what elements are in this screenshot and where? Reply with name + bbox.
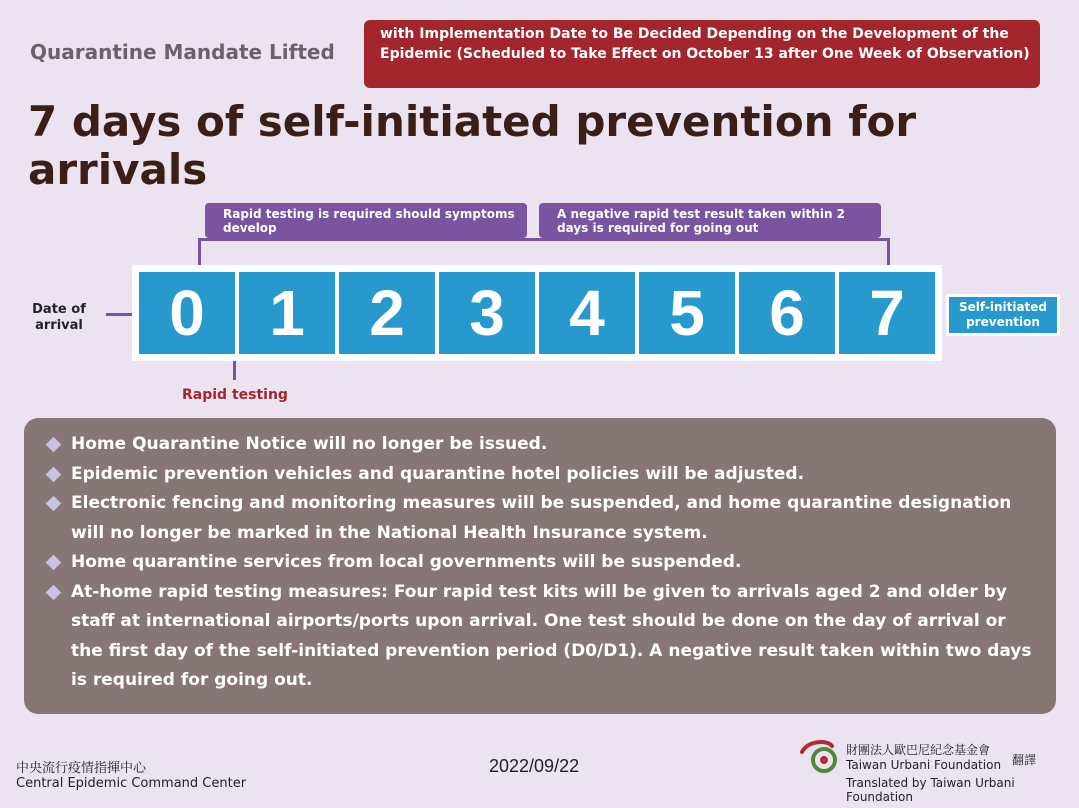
day-6: 6 (739, 272, 835, 354)
footer-org-cn: 中央流行疫情指揮中心 (16, 761, 147, 776)
foundation-name-cn: 財團法人歐巴尼紀念基金會 (846, 743, 991, 757)
measure-text: Home quarantine services from local governments will be suspended. (71, 552, 742, 572)
self-prevention-label (946, 294, 1060, 336)
foundation-name-en: Taiwan Urbani Foundation (846, 758, 1002, 772)
rapid-testing-label: Rapid testing (182, 387, 288, 403)
measure-text: At-home rapid testing measures: Four rapid test kits will be given to arrivals aged 2 and older by staff at international airports/ports upon arrival. One test should be done on the day of arrival or the first day of the self-initiated prevention period (D0/D1). A negative result taken within two days is required for going out. (71, 581, 1032, 690)
bracket-left (198, 238, 201, 267)
self-prevention-text: Self-initiated prevention (949, 297, 1057, 333)
diamond-bullet-icon (46, 584, 62, 600)
subtitle: Quarantine Mandate Lifted (30, 40, 335, 64)
bracket-top (198, 238, 890, 241)
measures-panel (24, 418, 1056, 714)
measure-item (44, 578, 1032, 696)
implementation-notice: with Implementation Date to Be Decided Depending on the Development of the Epidemic (Scheduled to Take Effect on October 13 after One Week of Observation) (364, 20, 1040, 88)
measure-text: Electronic fencing and monitoring measures will be suspended, and home quarantine designation will no longer be marked in the National Health Insurance system. (71, 493, 1012, 543)
day-0: 0 (139, 272, 235, 354)
rapid-connector (233, 360, 236, 380)
translated-by: Translated by Taiwan Urbani Foundation (846, 776, 1015, 804)
arrival-connector (106, 313, 134, 316)
day-1: 1 (239, 272, 335, 354)
page-title: 7 days of self-initiated prevention for arrivals (28, 97, 917, 194)
measure-item (44, 430, 1032, 460)
day-4: 4 (539, 272, 635, 354)
foundation-logo-icon (798, 738, 842, 776)
diamond-bullet-icon (46, 466, 62, 482)
day-3: 3 (439, 272, 535, 354)
day-5: 5 (639, 272, 735, 354)
diamond-bullet-icon (46, 496, 62, 512)
diamond-bullet-icon (46, 437, 62, 453)
measure-item (44, 548, 1032, 578)
day-2: 2 (339, 272, 435, 354)
note-negative-test: A negative rapid test result taken within 2 days is required for going out (539, 203, 881, 238)
day-timeline (132, 265, 942, 361)
measure-text: Home Quarantine Notice will no longer be issued. (71, 434, 548, 454)
bracket-right (887, 238, 890, 267)
footer-org-en: Central Epidemic Command Center (16, 776, 247, 791)
diamond-bullet-icon (46, 555, 62, 571)
measure-item (44, 460, 1032, 490)
measure-text: Epidemic prevention vehicles and quarantine hotel policies will be adjusted. (71, 463, 805, 484)
translate-label-cn: 翻譯 (1012, 753, 1037, 767)
note-symptoms: Rapid testing is required should symptoms develop (205, 203, 527, 238)
measure-item (44, 489, 1032, 548)
arrival-label: Date of arrival (32, 302, 86, 333)
footer-date: 2022/09/22 (489, 756, 580, 776)
day-7: 7 (839, 272, 935, 354)
